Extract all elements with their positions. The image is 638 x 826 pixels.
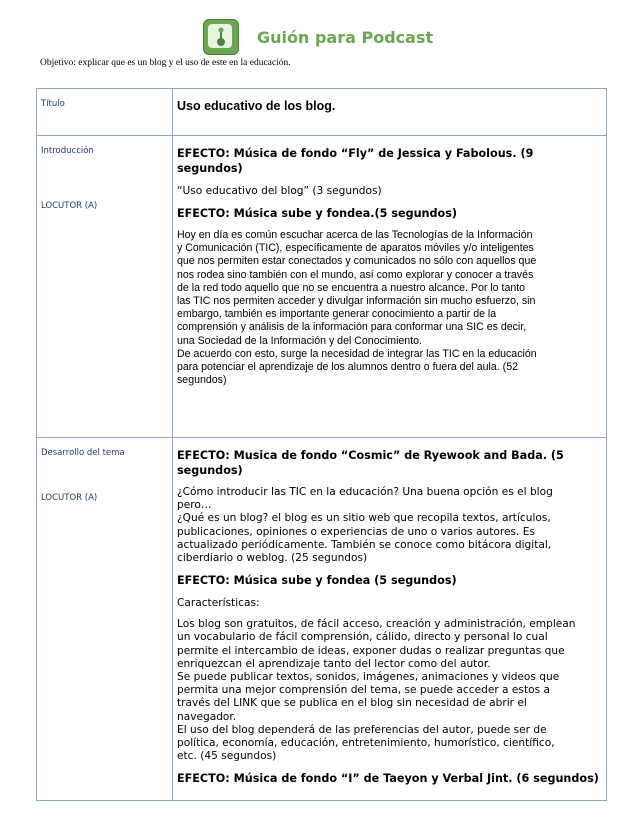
paragraph-line: las TIC nos permiten acceder y divulgar información sin mucho esfuerzo, sin (177, 295, 536, 308)
paragraph-line: Los blog son gratuitos, de fácil acceso, creación y administración, emplean (177, 618, 576, 631)
effect-line: EFECTO: Música sube y fondea.(5 segundos) (177, 207, 457, 220)
table-row-title (37, 89, 607, 136)
effect-line: EFECTO: Música de fondo “I” de Taeyon y Verbal Jint. (6 segundos) (177, 772, 599, 786)
paragraph-line: El uso del blog dependerá de las preferencias del autor, puede ser de (177, 723, 547, 736)
paragraph-line: segundos) (177, 374, 227, 387)
paragraph-line: actualizado periódicamente. También se conoce como bitácora digital, (177, 538, 552, 551)
development-paragraph-1 (177, 486, 602, 565)
paragraph-line: Hoy en día es común escuchar acerca de las Tecnologías de la Información (177, 229, 533, 241)
paragraph-line: etc. (45 segundos) (177, 750, 277, 763)
script-title: Uso educativo de los blog. (177, 99, 336, 113)
paragraph-line: de la red todo aquello que no se encuentra a nuestro alcance. Por lo tanto (177, 281, 526, 294)
podcast-title: Guión para Podcast (257, 27, 434, 47)
paragraph-line: nos rodea sino también con el mundo, así como explorar y conocer a través (177, 268, 534, 281)
page-header (203, 18, 433, 56)
paragraph-line: ¿Cómo introducir las TIC en la educación? Una buena opción es el blog (177, 486, 553, 498)
objective-text: Objetivo: explicar que es un blog y el uso de este en la educación. (40, 58, 291, 68)
paragraph-line: una Sociedad de la Información y del Conocimiento. (177, 334, 422, 347)
paragraph-line: publicaciones, opiniones o experiencias de uno o varios autores. Es (177, 525, 535, 538)
dialogue-line: “Uso educativo del blog” (3 segundos) (177, 185, 382, 197)
script-table (36, 88, 607, 801)
paragraph-line: política, economía, educación, entretenimiento, humorístico, científico, (177, 737, 555, 750)
intro-paragraph (177, 229, 602, 387)
paragraph-line: para potenciar el aprendizaje de los alumnos dentro o fuera del aula. (52 (177, 361, 518, 374)
effect-line: EFECTO: Musica de fondo “Cosmic” de Ryewook and Bada. (5 segundos) (177, 449, 564, 477)
paragraph-line: un vocabulario de fácil comprensión, cálido, directo y personal lo cual (177, 631, 548, 644)
table-row-development (37, 438, 607, 801)
paragraph-line: permite el intercambio de ideas, exponer dudas o realizar preguntas que (177, 644, 565, 657)
paragraph-line: pero… (177, 499, 212, 512)
row-label: Título (41, 99, 65, 109)
effect-line: EFECTO: Música de fondo “Fly” de Jessica y Fabolous. (9 segundos) (177, 147, 534, 175)
paragraph-line: enriquezcan el aprendizaje tanto del lector como del autor. (177, 657, 491, 670)
paragraph-line: navegador. (177, 710, 237, 723)
podcast-logo-icon (203, 19, 239, 55)
row-label: Desarrollo del tema (41, 448, 125, 458)
speaker-label: LOCUTOR (A) (41, 493, 98, 503)
row-label: Introducción (41, 146, 94, 156)
speaker-label: LOCUTOR (A) (41, 201, 98, 211)
paragraph-line: través del LINK que se publica en el blog sin necesidad de abrir el (177, 697, 527, 710)
development-paragraph-2 (177, 618, 602, 763)
paragraph-line: De acuerdo con esto, surge la necesidad de integrar las TIC en la educación (177, 347, 537, 360)
paragraph-line: que nos permiten estar conectados y comunicados no sólo con aquellos que (177, 255, 537, 268)
paragraph-line: permita una mejor comprensión del tema, se puede acceder a estos a (177, 684, 550, 697)
effect-line: EFECTO: Música sube y fondea (5 segundos) (177, 574, 457, 588)
paragraph-line: embargo, también es importante generar conocimiento a partir de la (177, 308, 497, 321)
table-row-intro (37, 136, 607, 438)
paragraph-line: y Comunicación (TIC), específicamente de aparatos móviles y/o inteligentes (177, 242, 534, 255)
paragraph-line: comprensión y análisis de la información para conformar una SIC es decir, (177, 321, 527, 334)
characteristics-heading: Características: (177, 597, 260, 610)
paragraph-line: ciberdiario o weblog. (25 segundos) (177, 552, 368, 565)
paragraph-line: ¿Qué es un blog? el blog es un sitio web que recopila textos, artículos, (177, 512, 551, 525)
paragraph-line: Se puede publicar textos, sonidos, imágenes, animaciones y videos que (177, 671, 560, 684)
